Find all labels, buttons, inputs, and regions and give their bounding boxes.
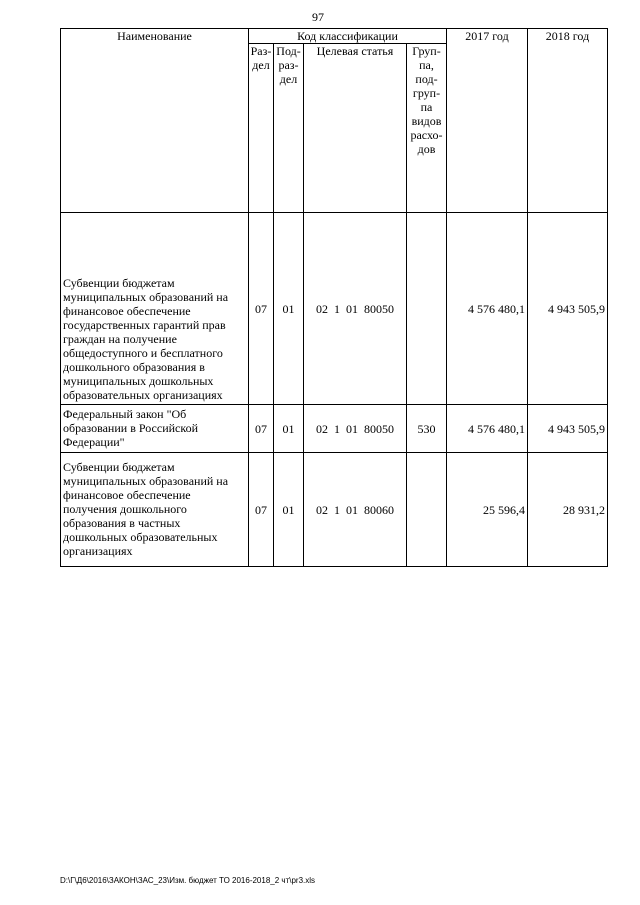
header-subsection: Под- раз- дел [274,44,304,213]
row-section: 07 [249,213,274,405]
row-name: Федеральный закон "Об образовании в Российской Федерации" [61,405,249,453]
header-name: Наименование [61,29,249,213]
header-expense-type: Груп- па, под- груп- па видов расхо- дов [407,44,447,213]
row-expense-type [407,213,447,405]
table-row [61,453,608,567]
row-expense-type: 530 [407,405,447,453]
row-name: Субвенции бюджетам муниципальных образований на финансовое обеспечение государственных гарантий прав граждан на получение общедоступного и бесплатного дошкольного образования в муниципальных дошкольных образовательных организациях [61,213,249,405]
footer-file-path: D:\Г\Д6\2016\ЗАКОН\ЗАС_23\Изм. бюджет ТО 2016-2018_2 чт\pr3.xls [60,876,316,885]
row-subsection: 01 [274,405,304,453]
header-target-article: Целевая статья [304,44,407,213]
page-number: 97 [312,10,324,24]
row-name: Субвенции бюджетам муниципальных образований на финансовое обеспечение получения дошкольного образования в частных дошкольных образовательных организациях [61,453,249,567]
row-subsection: 01 [274,453,304,567]
header-year-2018: 2018 год [528,29,608,213]
row-value-2018: 28 931,2 [528,453,608,567]
row-target-article: 02 1 01 80060 [304,453,407,567]
row-value-2018: 4 943 505,9 [528,405,608,453]
header-year-2017: 2017 год [447,29,528,213]
row-target-article: 02 1 01 80050 [304,405,407,453]
row-expense-type [407,453,447,567]
header-section: Раз- дел [249,44,274,213]
row-value-2017: 4 576 480,1 [447,213,528,405]
table-row [61,213,608,405]
header-classification-code: Код классификации [249,29,447,44]
row-subsection: 01 [274,213,304,405]
budget-table [60,28,608,567]
table-row [61,405,608,453]
row-target-article: 02 1 01 80050 [304,213,407,405]
row-section: 07 [249,453,274,567]
row-section: 07 [249,405,274,453]
row-value-2017: 4 576 480,1 [447,405,528,453]
row-value-2018: 4 943 505,9 [528,213,608,405]
row-value-2017: 25 596,4 [447,453,528,567]
